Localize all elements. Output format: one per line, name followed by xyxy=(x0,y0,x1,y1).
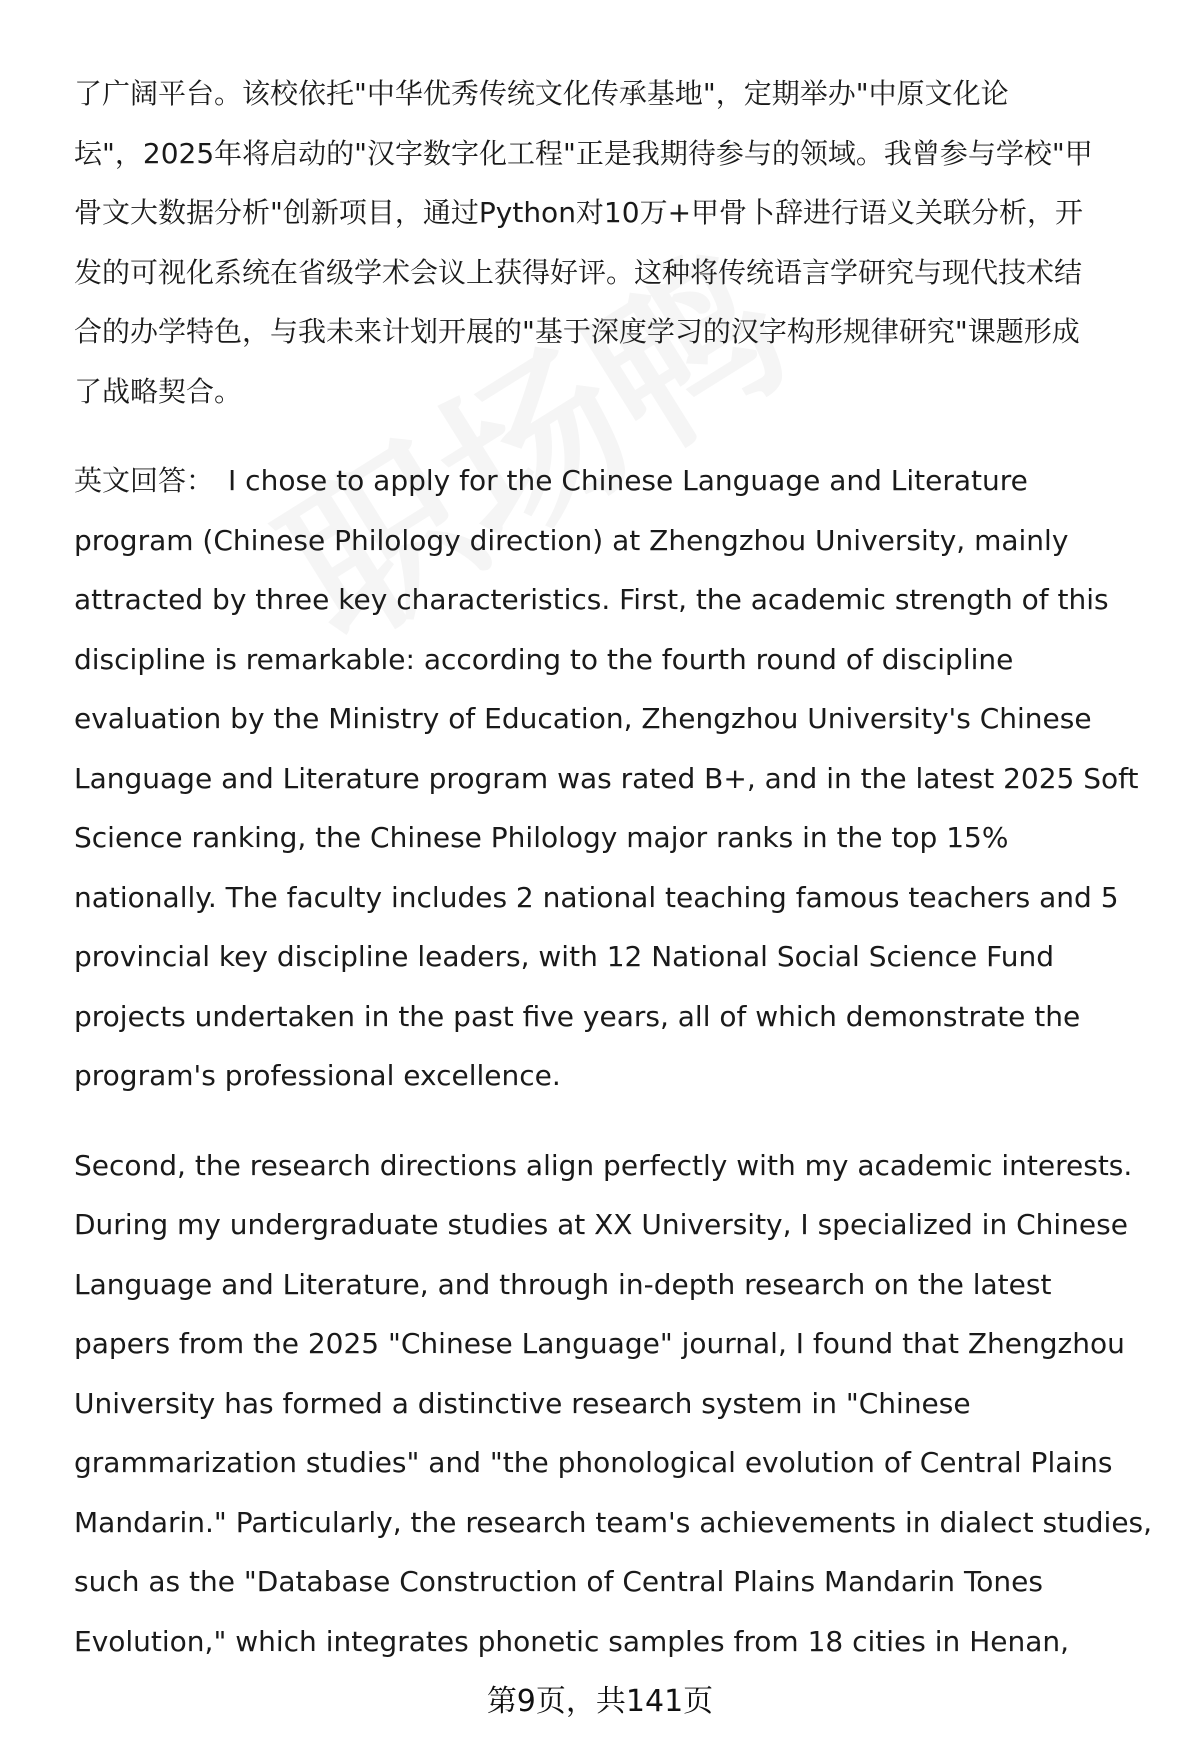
text-line: 了广阔平台。该校依托"中华优秀传统文化传承基地"，定期举办"中原文化论 xyxy=(74,77,1009,110)
english-answer-label: 英文回答： xyxy=(74,464,215,497)
text-line: 了战略契合。 xyxy=(74,374,243,408)
text-line: program (Chinese Philology direction) at Zhengzhou University, mainly xyxy=(74,523,1069,557)
text-line: 坛"，2025年将启动的"汉字数字化工程"正是我期待参与的领域。我曾参与学校"甲 xyxy=(74,136,1093,170)
text-line: University has formed a distinctive research system in "Chinese xyxy=(74,1386,971,1420)
text-line-content: I chose to apply for the Chinese Language and Literature xyxy=(228,464,1028,497)
paragraph-research-directions xyxy=(74,1136,1154,1672)
text-line: program's professional excellence. xyxy=(74,1059,561,1092)
paragraph-chinese-answer-end xyxy=(74,64,1154,421)
text-line: Language and Literature program was rated B+, and in the latest 2025 Soft xyxy=(74,761,1139,795)
paragraph-english-answer xyxy=(74,451,1154,1106)
text-line: 合的办学特色，与我未来计划开展的"基于深度学习的汉字构形规律研究"课题形成 xyxy=(74,315,1080,348)
text-line: provincial key discipline leaders, with 12 National Social Science Fund xyxy=(74,940,1055,973)
text-line: such as the "Database Construction of Central Plains Mandarin Tones xyxy=(74,1565,1043,1598)
text-line: Language and Literature, and through in-depth research on the latest xyxy=(74,1267,1052,1301)
text-line: discipline is remarkable: according to the fourth round of discipline xyxy=(74,642,1014,676)
page-number-footer: 第9页，共141页 xyxy=(486,1684,714,1719)
text-line: papers from the 2025 "Chinese Language" journal, I found that Zhengzhou xyxy=(74,1327,1125,1360)
document-page xyxy=(74,64,1154,1701)
text-line: Evolution," which integrates phonetic samples from 18 cities in Henan, xyxy=(74,1624,1070,1658)
text-line: projects undertaken in the past five years, all of which demonstrate the xyxy=(74,999,1081,1033)
text-line xyxy=(74,451,1154,511)
text-line: 骨文大数据分析"创新项目，通过Python对10万+甲骨卜辞进行语义关联分析，开 xyxy=(74,196,1084,229)
text-line: 发的可视化系统在省级学术会议上获得好评。这种将传统语言学研究与现代技术结 xyxy=(74,255,1083,289)
text-line: Second, the research directions align perfectly with my academic interests. xyxy=(74,1148,1133,1182)
text-line: evaluation by the Ministry of Education, Zhengzhou University's Chinese xyxy=(74,702,1092,735)
text-line: Science ranking, the Chinese Philology major ranks in the top 15% xyxy=(74,821,1009,854)
text-line: nationally. The faculty includes 2 national teaching famous teachers and 5 xyxy=(74,880,1119,914)
text-line: During my undergraduate studies at XX University, I specialized in Chinese xyxy=(74,1208,1128,1241)
text-line: grammarization studies" and "the phonological evolution of Central Plains xyxy=(74,1446,1113,1479)
text-line: attracted by three key characteristics. First, the academic strength of this xyxy=(74,583,1109,616)
text-line: Mandarin." Particularly, the research team's achievements in dialect studies, xyxy=(74,1505,1153,1539)
